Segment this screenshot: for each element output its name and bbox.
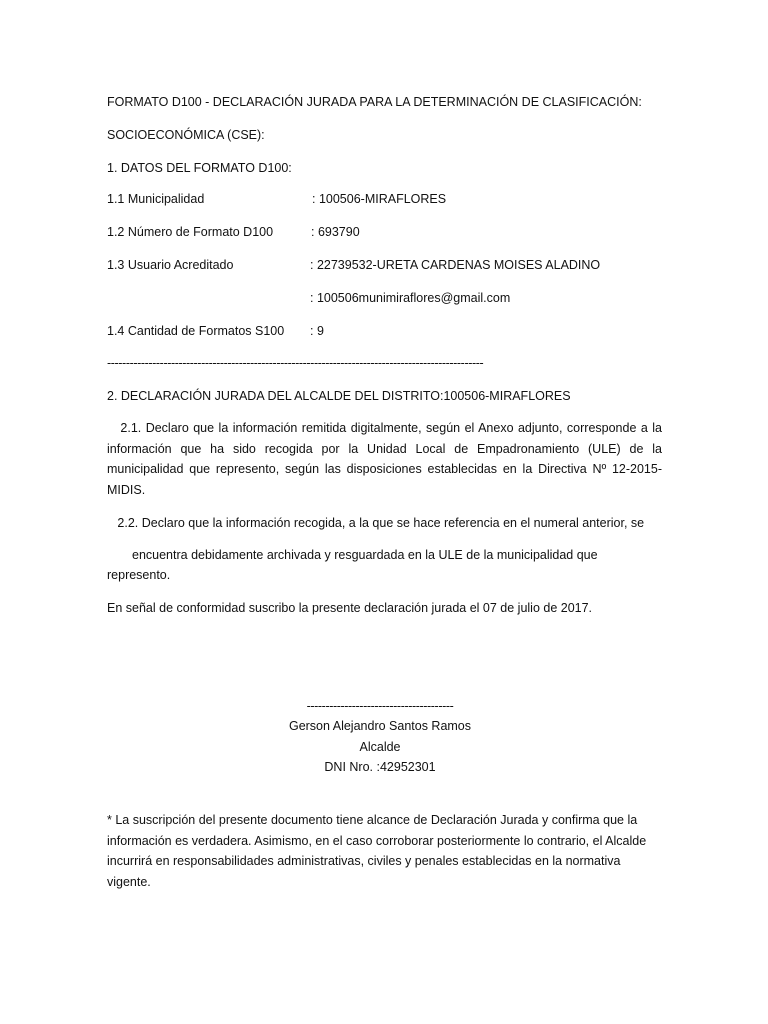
field-value: : 100506-MIRAFLORES xyxy=(312,192,447,206)
declaration-paragraph-2-1: 2.1. Declaro que la información remitida digitalmente, según el Anexo adjunto, corresponde a la información que ha sido recogida por la Unidad Local de Empadronamiento (ULE) de la municipalidad que represento, según las disposiciones establecidas en la Directiva Nº 12-2015-MIDIS. xyxy=(107,421,666,497)
field-numero-formato xyxy=(107,224,360,240)
field-label: 1.1 Municipalidad xyxy=(107,192,205,206)
document-title-line-1: FORMATO D100 - DECLARACIÓN JURADA PARA LA DETERMINACIÓN DE CLASIFICACIÓN: xyxy=(107,95,642,109)
separator-line: ---------------------------------------------------------------------------------------------------- xyxy=(107,356,484,370)
signatory-dni: DNI Nro. :42952301 xyxy=(324,760,436,774)
signatory-role: Alcalde xyxy=(359,740,401,754)
closing-statement: En señal de conformidad suscribo la presente declaración jurada el 07 de julio de 2017. xyxy=(107,601,593,615)
declaration-paragraph-2-2-line-1: 2.2. Declaro que la información recogida, a la que se hace referencia en el numeral anterior, se xyxy=(107,516,645,530)
field-value: : 9 xyxy=(310,324,324,338)
field-cantidad-formatos xyxy=(107,323,324,339)
field-label: 1.4 Cantidad de Formatos S100 xyxy=(107,324,285,338)
document-title-line-2: SOCIOECONÓMICA (CSE): xyxy=(107,128,265,142)
field-label: 1.3 Usuario Acreditado xyxy=(107,258,234,272)
field-value: : 22739532-URETA CARDENAS MOISES ALADINO xyxy=(310,258,601,272)
field-usuario-acreditado xyxy=(107,257,601,273)
field-value: : 100506munimiraflores@gmail.com xyxy=(310,291,511,305)
field-municipalidad xyxy=(107,191,447,207)
footnote: * La suscripción del presente documento tiene alcance de Declaración Jurada y confirma que la información es verdadera. Asimismo, en el caso corroborar posteriormente lo contrario, el Alcalde incurrirá en responsabilidades administrativas, civiles y penales establecidas en la normativa vigente. xyxy=(107,813,647,889)
signatory-name: Gerson Alejandro Santos Ramos xyxy=(288,719,472,733)
signature-line: --------------------------------------- xyxy=(306,699,454,713)
declaration-paragraph-2-2-line-3: represento. xyxy=(107,568,171,582)
declaration-paragraph-2-2-line-2: encuentra debidamente archivada y resguardada en la ULE de la municipalidad que xyxy=(132,548,598,562)
field-label: 1.2 Número de Formato D100 xyxy=(107,225,274,239)
field-value: : 693790 xyxy=(311,225,360,239)
section-1-heading: 1. DATOS DEL FORMATO D100: xyxy=(107,161,292,175)
section-2-heading: 2. DECLARACIÓN JURADA DEL ALCALDE DEL DISTRITO:100506-MIRAFLORES xyxy=(107,389,571,403)
